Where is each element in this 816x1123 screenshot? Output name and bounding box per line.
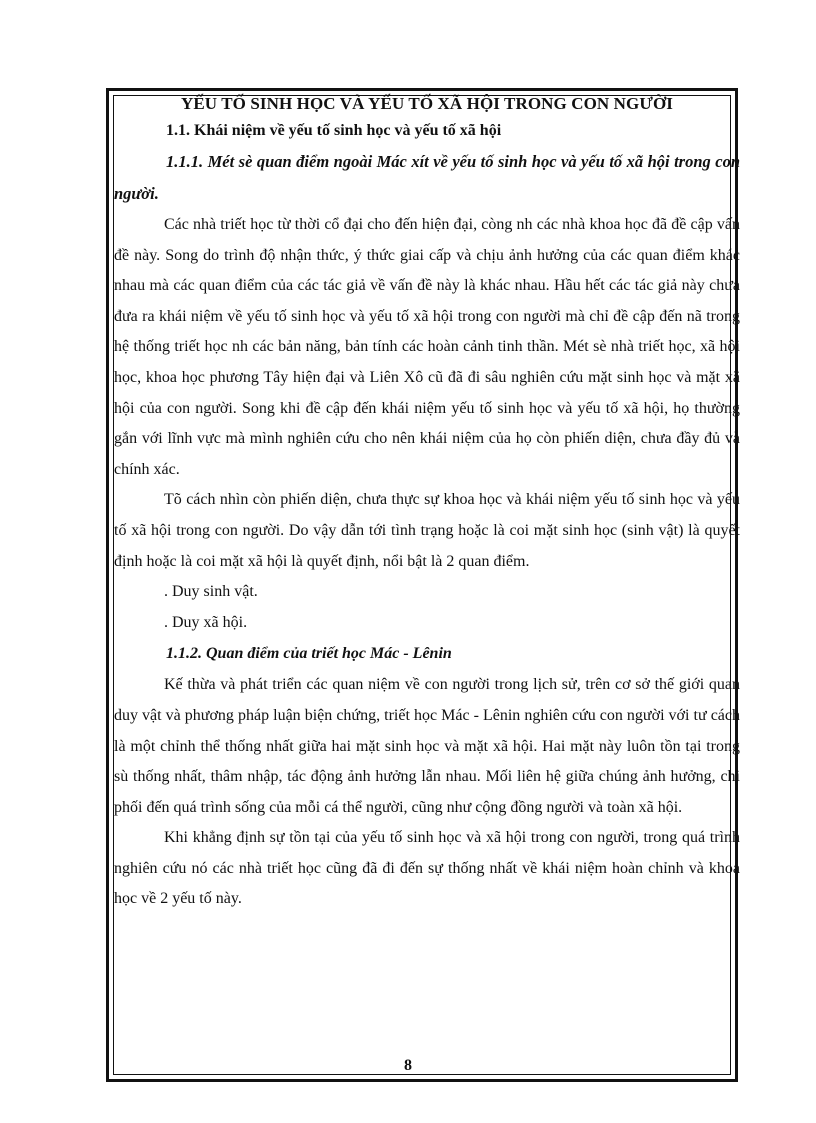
- page-number: 8: [404, 1057, 412, 1074]
- bullet-item: . Duy sinh vật.: [164, 583, 258, 601]
- heading-1-1-1: 1.1.1. Mét sè quan điểm ngoài Mác xít về yếu tố sinh học và yếu tố xã hội trong con người.: [114, 152, 740, 203]
- paragraph-3: Kế thừa và phát triển các quan niệm về con người trong lịch sử, trên cơ sở thế giới quan duy vật và phương pháp luận biện chứng, triết học Mác - Lênin nghiên cứu con người với tư cách là một chỉnh thể thống nhất giữa hai mặt sinh học và mặt xã hội. Hai mặt này luôn tồn tại trong sù thống nhất, thâm nhập, tác động ảnh hưởng lẫn nhau. Mối liên hệ giữa chúng ảnh hưởng, chi phối đến quá trình sống của mỗi cá thể người, cũng như cộng đồng người và toàn xã hội.: [114, 676, 740, 816]
- bullet-item: . Duy xã hội.: [164, 613, 248, 631]
- paragraph-2: Tõ cách nhìn còn phiến diện, chưa thực sự khoa học và khái niệm yếu tố sinh học và yếu tố xã hội trong con người. Do vậy dẫn tới tình trạng hoặc là coi mặt sinh học (sinh vật) là quyết định hoặc là coi mặt xã hội là quyết định, nổi bật là 2 quan điểm.: [114, 491, 740, 570]
- document-title: YẾU TỐ SINH HỌC VÀ YẾU TỐ XÃ HỘI TRONG CON NGƯỜI: [180, 94, 674, 113]
- paragraph-1: Các nhà triết học từ thời cổ đại cho đến hiện đại, còng nh các nhà khoa học đã đề cập vấn đề này. Song do trình độ nhận thức, ý thức giai cấp và chịu ảnh hưởng của các quan điểm khác nhau mà các quan điểm của các tác giả về vấn đề này là khác nhau. Hầu hết các tác giả này chưa đưa ra khái niệm về yếu tố sinh học và yếu tố xã hội trong con người mà chỉ đề cập đến nã trong hệ thống triết học nh các bản năng, bản tính các hoàn cảnh tinh thần. Mét sè nhà triết học, xã hội học, khoa học phương Tây hiện đại và Liên Xô cũ đã đi sâu nghiên cứu mặt sinh học và mặt xã hội của con người. Song khi đề cập đến khái niệm yếu tố sinh học và yếu tố xã hội, họ thường gắn với lĩnh vực mà mình nghiên cứu cho nên khái niệm của họ còn phiến diện, chưa đầy đủ và chính xác.: [114, 216, 740, 478]
- heading-1-1-2: 1.1.2. Quan điểm của triết học Mác - Lênin: [166, 645, 452, 663]
- heading-1-1: 1.1. Khái niệm về yếu tố sinh học và yếu tố xã hội: [166, 122, 502, 139]
- document-body: [114, 92, 740, 915]
- paragraph-4: Khi khẳng định sự tồn tại của yếu tố sinh học và xã hội trong con người, trong quá trình nghiên cứu nó các nhà triết học cũng đã đi đến sự thống nhất về khái niệm hoàn chỉnh và khoa học về 2 yếu tố này.: [114, 829, 740, 908]
